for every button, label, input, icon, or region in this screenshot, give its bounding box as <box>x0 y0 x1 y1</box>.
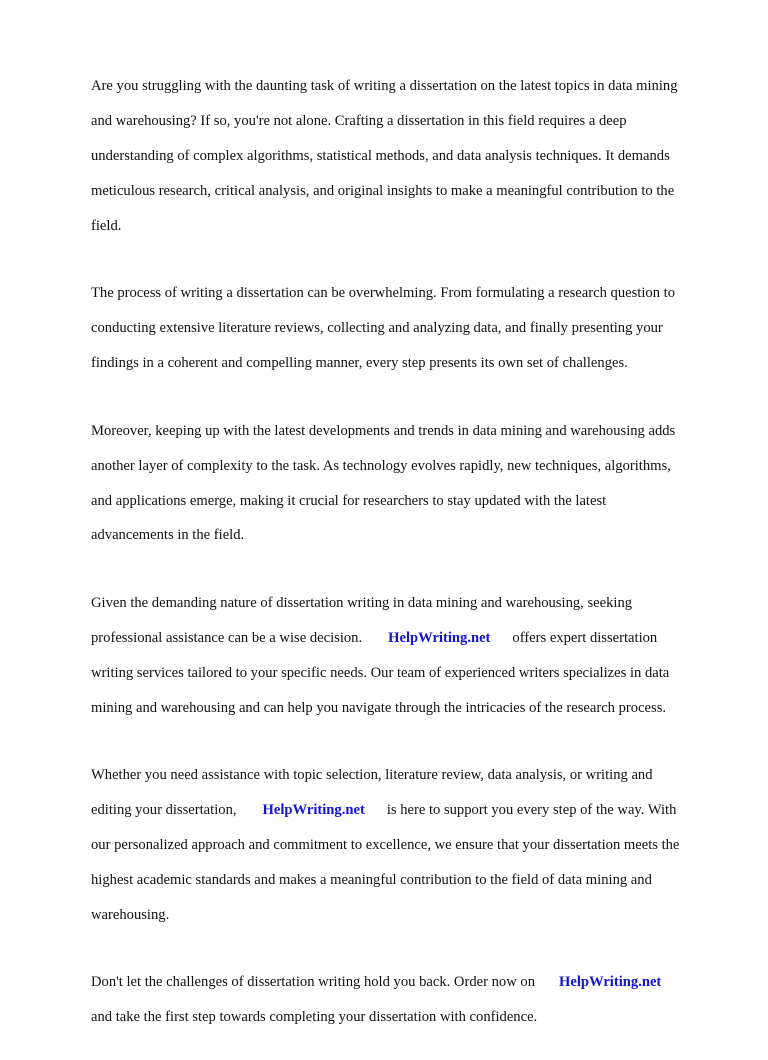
helpwriting-link[interactable]: HelpWriting.net <box>559 974 662 991</box>
text-line: another layer of complexity to the task. As technology evolves rapidly, new techniques, algorithms, <box>91 457 671 474</box>
text-segment: Don't let the challenges of dissertation writing hold you back. Order now on <box>91 974 535 991</box>
text-line: Are you struggling with the daunting task of writing a dissertation on the latest topics in data mining <box>91 78 678 95</box>
text-line: meticulous research, critical analysis, and original insights to make a meaningful contribution to the <box>91 182 675 199</box>
text-segment: editing your dissertation, <box>91 802 237 819</box>
text-line: findings in a coherent and compelling manner, every step presents its own set of challenges. <box>91 355 628 372</box>
text-line-with-link <box>91 630 721 647</box>
helpwriting-link[interactable]: HelpWriting.net <box>262 802 365 819</box>
text-line-with-link <box>91 974 721 991</box>
text-line: writing services tailored to your specific needs. Our team of experienced writers specializes in data <box>91 664 670 681</box>
text-line: warehousing. <box>91 906 170 923</box>
text-line: Whether you need assistance with topic selection, literature review, data analysis, or writing and <box>91 767 653 784</box>
text-line: Given the demanding nature of dissertation writing in data mining and warehousing, seeking <box>91 595 633 612</box>
text-line: understanding of complex algorithms, statistical methods, and data analysis techniques. It demands <box>91 148 670 165</box>
text-line: highest academic standards and makes a meaningful contribution to the field of data mining and <box>91 871 652 888</box>
text-line: mining and warehousing and can help you navigate through the intricacies of the research process. <box>91 699 667 716</box>
text-segment: professional assistance can be a wise decision. <box>91 629 363 646</box>
paragraph-support <box>91 750 721 941</box>
paragraph-process <box>91 268 721 390</box>
paragraph-assistance <box>91 578 721 735</box>
text-line: Moreover, keeping up with the latest developments and trends in data mining and warehousing adds <box>91 422 676 439</box>
text-line: and warehousing? If so, you're not alone. Crafting a dissertation in this field requires a deep <box>91 113 627 130</box>
text-line: and applications emerge, making it crucial for researchers to stay updated with the latest <box>91 492 607 509</box>
paragraph-complexity <box>91 406 721 563</box>
text-line: conducting extensive literature reviews, collecting and analyzing data, and finally presenting your <box>91 320 663 337</box>
helpwriting-link[interactable]: HelpWriting.net <box>388 629 491 646</box>
text-line: field. <box>91 217 122 234</box>
text-line-with-link <box>91 802 721 819</box>
paragraph-intro <box>91 61 721 252</box>
text-line: advancements in the field. <box>91 527 245 544</box>
text-line: our personalized approach and commitment to excellence, we ensure that your dissertation meets the <box>91 837 680 854</box>
text-line: The process of writing a dissertation can be overwhelming. From formulating a research question to <box>91 285 675 302</box>
document-body <box>91 61 721 1060</box>
text-line: and take the first step towards completing your dissertation with confidence. <box>91 1009 538 1026</box>
paragraph-cta <box>91 957 721 1044</box>
text-segment: offers expert dissertation <box>512 629 658 646</box>
text-segment: is here to support you every step of the way. With <box>386 802 677 819</box>
